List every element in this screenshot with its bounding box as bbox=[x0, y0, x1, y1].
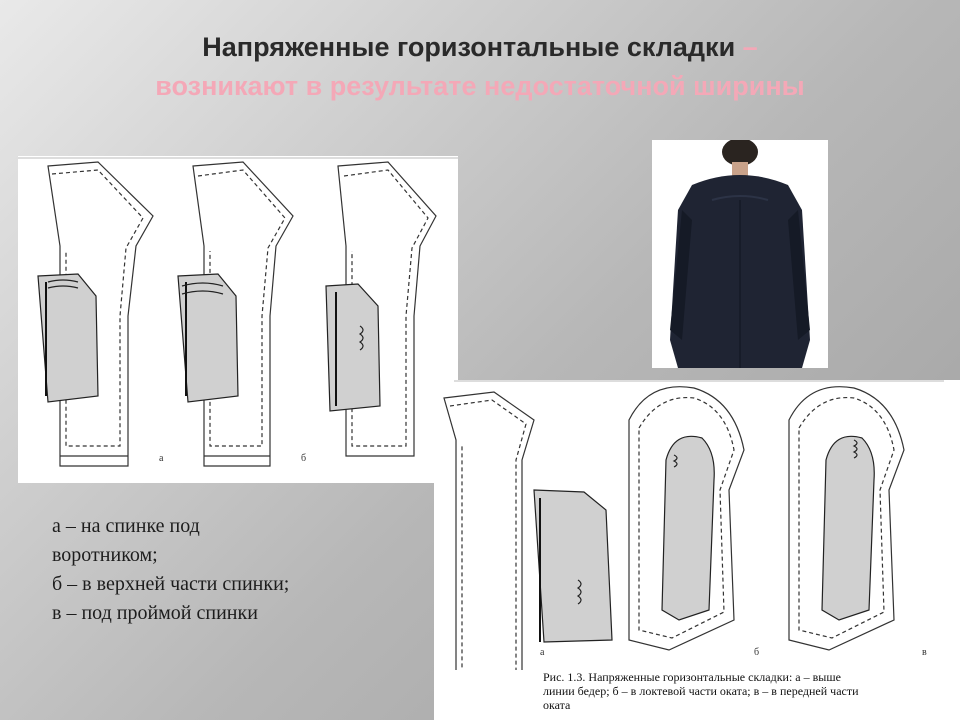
figure-caption-line-3: оката bbox=[543, 698, 571, 712]
title-main: Напряженные горизонтальные складки bbox=[202, 32, 736, 62]
caption-line-3: б – в верхней части спинки; bbox=[52, 573, 290, 595]
pattern-piece-sleeve-v bbox=[789, 387, 904, 650]
figure-caption-line-2: линии бедер; б – в локтевой части оката; в – в передней части bbox=[543, 684, 859, 698]
jacket-illustration bbox=[652, 140, 828, 368]
pattern-piece-b bbox=[178, 162, 293, 466]
fig-bottom-label-a: а bbox=[540, 647, 545, 658]
fig-top-label-b: б bbox=[301, 453, 307, 464]
jacket-back-photo bbox=[652, 140, 828, 368]
pattern-piece-back-a bbox=[444, 392, 612, 670]
fig-bottom-label-v: в bbox=[922, 647, 927, 658]
caption-line-1: а – на спинке под bbox=[52, 515, 200, 537]
back-pattern-drawing bbox=[18, 156, 458, 483]
slide-caption bbox=[52, 512, 392, 628]
pattern-piece-a bbox=[38, 162, 153, 466]
pattern-figure-sleeve bbox=[434, 380, 960, 720]
pattern-figure-back bbox=[18, 156, 458, 483]
caption-line-2: воротником; bbox=[52, 544, 158, 566]
pattern-piece-v bbox=[326, 162, 436, 456]
pattern-piece-sleeve-b bbox=[629, 387, 744, 650]
title-subtitle: возникают в результате недостаточной ширины bbox=[155, 71, 805, 101]
title-dash: – bbox=[735, 32, 758, 62]
figure-caption-line-1: Рис. 1.3. Напряженные горизонтальные складки: а – выше bbox=[543, 670, 841, 684]
fig-bottom-label-b: б bbox=[754, 647, 760, 658]
fig-top-label-a: а bbox=[159, 453, 164, 464]
figure-caption bbox=[543, 670, 955, 712]
sleeve-pattern-drawing bbox=[434, 380, 960, 670]
caption-line-4: в – под проймой спинки bbox=[52, 602, 258, 624]
slide-title bbox=[95, 28, 865, 106]
